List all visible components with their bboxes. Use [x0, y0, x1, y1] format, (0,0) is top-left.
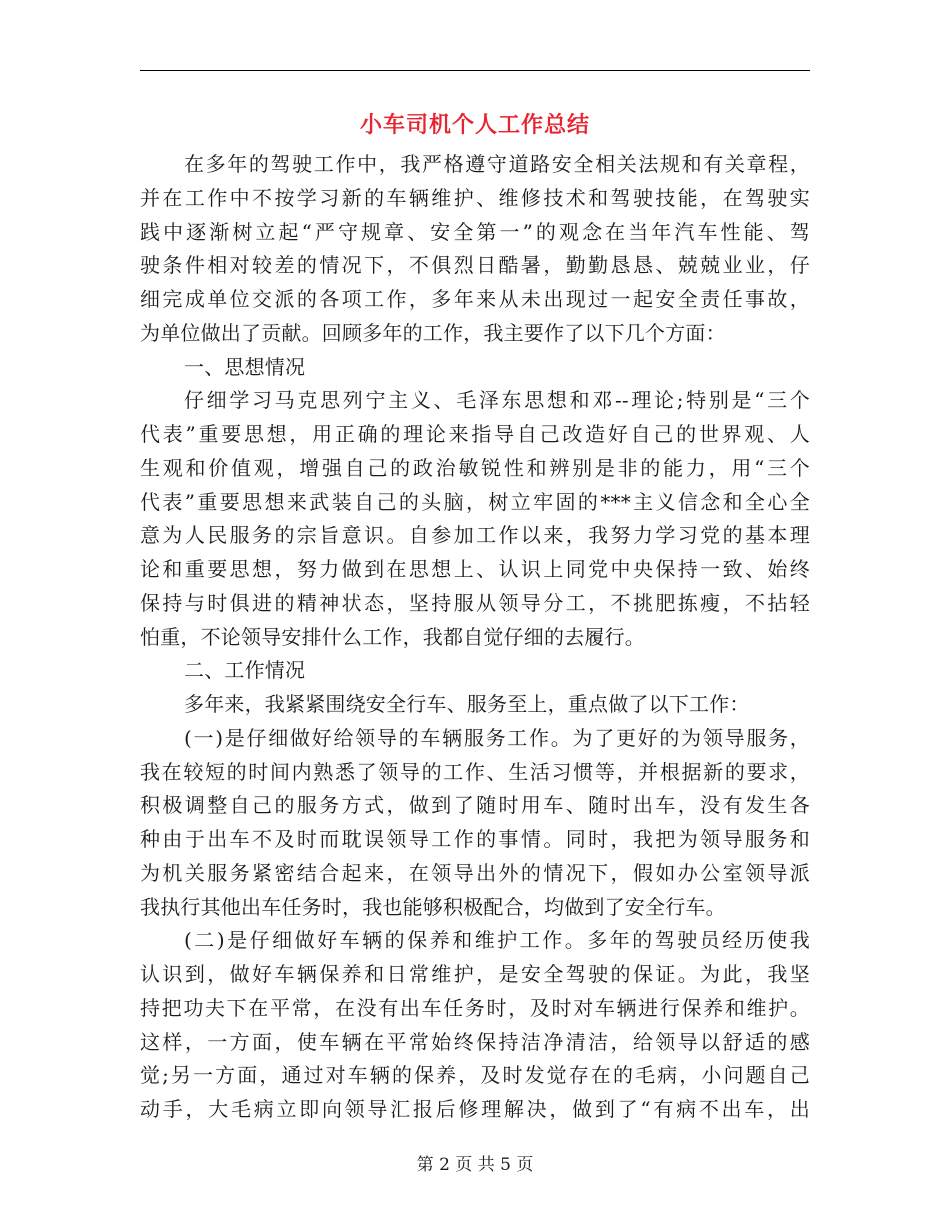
paragraph-line: 细完成单位交派的各项工作，多年来从未出现过一起安全责任事故， [140, 287, 810, 311]
paragraph-line: 代表”重要思想来武装自己的头脑，树立牢固的***主义信念和全心全 [140, 489, 810, 514]
paragraph-line: 怕重，不论领导安排什么工作，我都自觉仔细的去履行。 [140, 624, 645, 649]
paragraph-line: 践中逐渐树立起“严守规章、安全第一”的观念在当年汽车性能、驾 [140, 219, 810, 244]
paragraph-line: 一、思想情况 [184, 354, 306, 379]
paragraph-line: 我在较短的时间内熟悉了领导的工作、生活习惯等，并根据新的要求， [140, 759, 810, 784]
paragraph-line: 二、工作情况 [184, 658, 306, 683]
paragraph-line: 积极调整自己的服务方式，做到了随时用车、随时出车，没有发生各 [140, 793, 810, 818]
paragraph-line: 觉;另一方面，通过对车辆的保养，及时发觉存在的毛病，小问题自己 [140, 1063, 810, 1088]
paragraph-line: 持把功夫下在平常，在没有出车任务时，及时对车辆进行保养和维护。 [140, 995, 810, 1020]
paragraph-line: 动手，大毛病立即向领导汇报后修理解决，做到了“有病不出车，出 [140, 1097, 810, 1121]
paragraph-line: 认识到，做好车辆保养和日常维护，是安全驾驶的保证。为此，我坚 [140, 962, 810, 986]
document-body [140, 148, 810, 1127]
document-title: 小车司机个人工作总结 [359, 112, 590, 138]
paragraph-line: 驶条件相对较差的情况下，不俱烈日酷暑，勤勤恳恳、兢兢业业，仔 [140, 253, 810, 278]
paragraph-line: (二)是仔细做好车辆的保养和维护工作。多年的驾驶员经历使我 [184, 928, 810, 953]
paragraph-line: 为单位做出了贡献。回顾多年的工作，我主要作了以下几个方面： [140, 320, 726, 345]
paragraph-line: 保持与时俱进的精神状态，坚持服从领导分工，不挑肥拣瘦，不拈轻 [140, 590, 810, 615]
paragraph-line: 为机关服务紧密结合起来，在领导出外的情况下，假如办公室领导派 [140, 860, 810, 885]
paragraph-line: 并在工作中不按学习新的车辆维护、维修技术和驾驶技能，在驾驶实 [140, 185, 810, 210]
paragraph-line: 论和重要思想，努力做到在思想上、认识上同党中央保持一致、始终 [140, 557, 810, 581]
header-rule [140, 70, 810, 71]
paragraph-line: 仔细学习马克思列宁主义、毛泽东思想和邓--理论;特别是“三个 [184, 388, 810, 413]
paragraph-line: 种由于出车不及时而耽误领导工作的事情。同时，我把为领导服务和 [140, 827, 810, 851]
page-footer [0, 1152, 950, 1178]
paragraph-line: 在多年的驾驶工作中，我严格遵守道路安全相关法规和有关章程， [184, 152, 810, 176]
paragraph-line: 多年来，我紧紧围绕安全行车、服务至上，重点做了以下工作： [184, 692, 750, 716]
page-number-label: 第 2 页 共 5 页 [416, 1155, 534, 1175]
paragraph-line: 这样，一方面，使车辆在平常始终保持洁净清洁，给领导以舒适的感 [140, 1029, 810, 1054]
paragraph-line: 我执行其他出车任务时，我也能够积极配合，均做到了安全行车。 [140, 894, 726, 919]
paragraph-line: 代表”重要思想，用正确的理论来指导自己改造好自己的世界观、人 [140, 422, 810, 446]
paragraph-line: 生观和价值观，增强自己的政治敏锐性和辨别是非的能力，用“三个 [140, 455, 810, 480]
paragraph-line: (一)是仔细做好给领导的车辆服务工作。为了更好的为领导服务， [184, 725, 810, 750]
paragraph-line: 意为人民服务的宗旨意识。自参加工作以来，我努力学习党的基本理 [140, 523, 810, 548]
